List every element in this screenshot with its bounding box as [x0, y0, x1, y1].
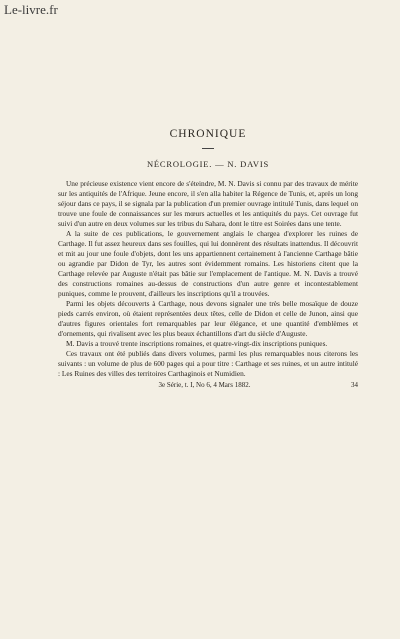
title-divider: [202, 148, 214, 149]
paragraph: Une précieuse existence vient encore de s'éteindre, M. N. Davis si connu par des travaux de mérite sur les antiquités de l'Afrique. Jeune encore, il s'en alla habiter la Régence de Tunis, et, après un long séjour dans ce pays, il se signala par la publication d'un premier ouvrage intitulé Tunis, dans lequel on trouve une foule de connaissances sur les mœurs actuelles et les antiquités du pays. Cet ouvrage fut suivi d'un autre en deux volumes sur les tribus du Sahara, dont le titre est Soirées dans une tente.: [58, 179, 358, 228]
paragraph: Parmi les objets découverts à Carthage, nous devons signaler une très belle mosaïque de douze pieds carrés environ, où étaient représentées deux têtes, celle de Didon et celle de Junon, ainsi que d'autres figures orientales fort remarquables par leur élégance, et une quantité d'emblèmes et d'ornements, qui rivalisent avec les plus beaux échantillons d'art du siècle d'Auguste.: [58, 299, 358, 338]
page-number: 34: [351, 381, 358, 389]
document-page: [58, 128, 358, 390]
paragraph: A la suite de ces publications, le gouvernement anglais le chargea d'explorer les ruines de Carthage. Il fut assez heureux dans ses fouilles, qui lui donnèrent des résultats inattendus. Il découvrit et mit au jour une foule d'objets, dont les uns appartiennent certainement à l'ancienne Carthage bâtie ou agrandie par Didon de Tyr, les autres sont évidemment romains. Les historiens citent que la Carthage relevée par Auguste n'était pas bâtie sur l'emplacement de l'antique. M. N. Davis a trouvé des constructions romaines au-dessus de constructions d'un autre genre et incontestablement puniques, comme le prouvent, d'ailleurs les inscriptions qu'il a trouvées.: [58, 229, 358, 298]
paragraph: M. Davis a trouvé trente inscriptions romaines, et quatre-vingt-dix inscriptions puniques.: [66, 339, 328, 348]
watermark: Le-livre.fr: [4, 2, 58, 17]
section-heading: NÉCROLOGIE. — N. DAVIS: [146, 159, 270, 169]
page-footer: [58, 380, 358, 390]
paragraph: Ces travaux ont été publiés dans divers volumes, parmi les plus remarquables nous citerons les suivants : un volume de plus de 600 pages qui a pour titre : Carthage et ses ruines, et un autre intitulé : Les Ruines des villes des territoires Carthaginois et Numidien.: [58, 349, 358, 378]
footer-citation: 3e Série, t. I, No 6, 4 Mars 1882.: [158, 381, 251, 389]
page-title: CHRONIQUE: [169, 128, 247, 140]
